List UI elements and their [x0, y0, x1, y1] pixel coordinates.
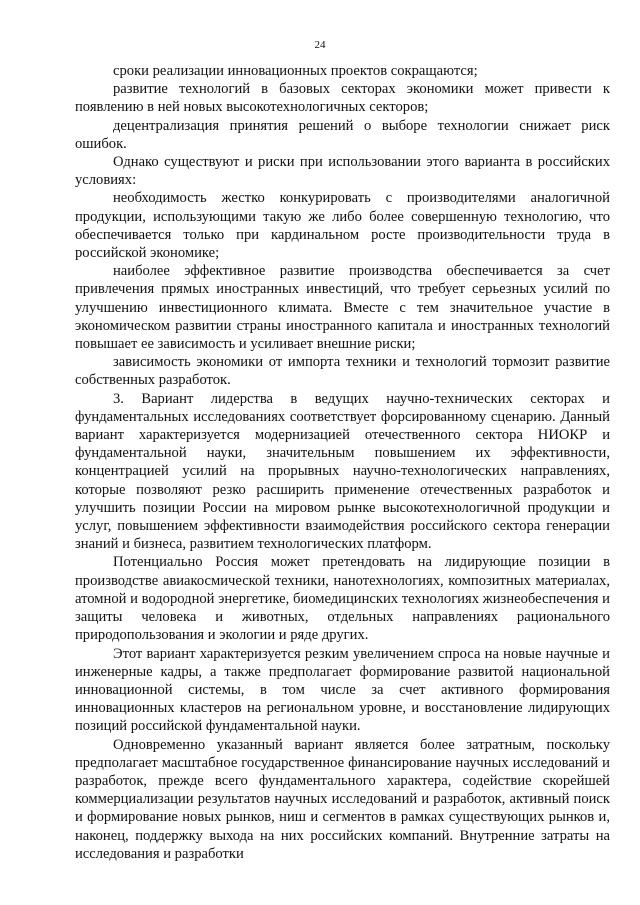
page-number: 24: [314, 39, 326, 51]
paragraph-7: зависимость экономики от импорта техники и технологий тормозит развитие собственных разработок.: [75, 354, 610, 389]
paragraph-4: Однако существуют и риски при использовании этого варианта в российских условиях:: [75, 154, 610, 189]
paragraph-8: 3. Вариант лидерства в ведущих научно-технических секторах и фундаментальных исследованиях соответствует форсированному сценарию. Данный вариант характеризуется модернизацией отечественного сектора НИОКР и фундаментальной науки, значительным повышением их эффективности, концентрацией усилий на прорывных научно-технологических направлениях, которые позволяют резко расширить применение отечественных разработок и улучшить позиции России на мировом рынке высокотехнологичной продукции и услуг, повышением эффективности взаимодействия российского сектора генерации знаний и бизнеса, развитием технологических платформ.: [75, 390, 610, 553]
paragraph-11: Одновременно указанный вариант является более затратным, поскольку предполагает масштабное государственное финансирование научных исследований и разработок, прежде всего фундаментального характера, содействие скорейшей коммерциализации результатов научных исследований и разработок, активный поиск и формирование новых рынков, ниш и сегментов в рамках существующих рынков и, наконец, поддержку выхода на них российских компаний. Внутренние затраты на исследования и разработки: [75, 736, 610, 862]
paragraph-10: Этот вариант характеризуется резким увеличением спроса на новые научные и инженерные кадры, а также предполагает формирование развитой национальной инновационной системы, в том числе за счет активного формирования инновационных кластеров на региональном уровне, и восстановление лидирующих позиций российской фундаментальной науки.: [75, 645, 610, 735]
paragraph-5: необходимость жестко конкурировать с производителями аналогичной продукции, использующими такую же либо более совершенную технологию, что обеспечивается только при кардинальном росте производительности труда в российской экономике;: [75, 190, 610, 262]
paragraph-2: развитие технологий в базовых секторах экономики может привести к появлению в ней новых высокотехнологичных секторов;: [75, 81, 610, 116]
document-body: [75, 62, 610, 863]
paragraph-3: децентрализация принятия решений о выборе технологии снижает риск ошибок.: [75, 117, 610, 152]
paragraph-1: сроки реализации инновационных проектов сокращаются;: [113, 63, 478, 79]
paragraph-6: наиболее эффективное развитие производства обеспечивается за счет привлечения прямых иностранных инвестиций, что требует серьезных усилий по улучшению инвестиционного климата. Вместе с тем значительное участие в экономическом развитии страны иностранного капитала и иностранных технологий повышает ее зависимость и усиливает внешние риски;: [75, 263, 610, 353]
paragraph-9: Потенциально Россия может претендовать на лидирующие позиции в производстве авиакосмической техники, нанотехнологиях, композитных материалах, атомной и водородной энергетике, биомедицинских технологиях жизнеобеспечения и защиты человека и животных, отдельных направлениях рационального природопользования и экологии и ряде других.: [75, 554, 610, 644]
